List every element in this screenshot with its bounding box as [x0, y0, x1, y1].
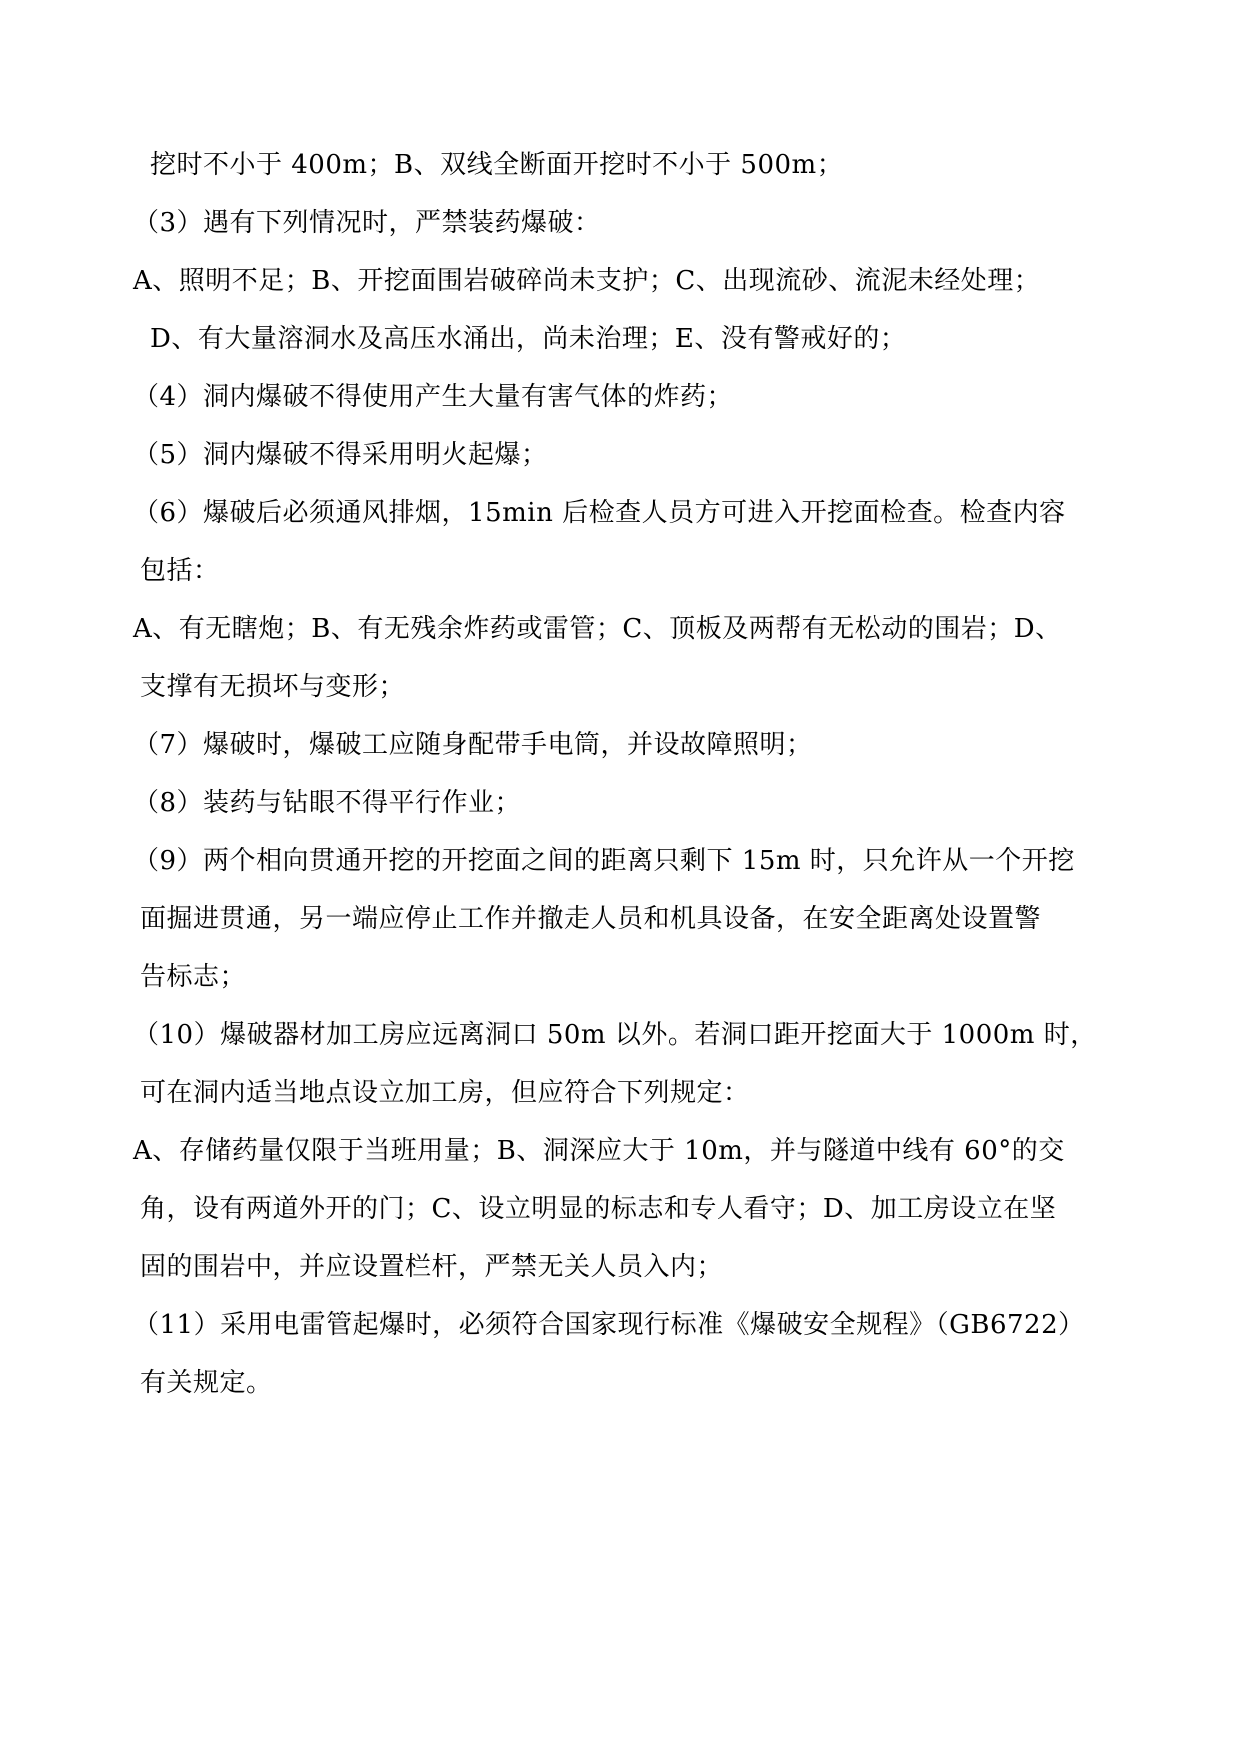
text-line: （5）洞内爆破不得采用明火起爆；	[133, 440, 548, 470]
text-line: A、存储药量仅限于当班用量；B、洞深应大于 10m，并与隧道中线有 60°的交	[133, 1136, 1065, 1166]
text-line: （4）洞内爆破不得使用产生大量有害气体的炸药；	[133, 382, 734, 412]
text-line: （3）遇有下列情况时，严禁装药爆破：	[133, 208, 601, 238]
text-line: （11）采用电雷管起爆时，必须符合国家现行标准《爆破安全规程》（GB6722）	[133, 1310, 1085, 1340]
text-line: （7）爆破时，爆破工应随身配带手电筒，并设故障照明；	[133, 730, 813, 760]
text-line: （10）爆破器材加工房应远离洞口 50m 以外。若洞口距开挖面大于 1000m 时，	[133, 1020, 1097, 1050]
text-line: 可在洞内适当地点设立加工房，但应符合下列规定：	[140, 1078, 750, 1108]
text-line: 面掘进贯通，另一端应停止工作并撤走人员和机具设备，在安全距离处设置警	[140, 904, 1042, 934]
text-line: 支撑有无损坏与变形；	[140, 672, 406, 702]
text-line: （9）两个相向贯通开挖的开挖面之间的距离只剩下 15m 时，只允许从一个开挖	[133, 846, 1075, 876]
text-line: 角，设有两道外开的门；C、设立明显的标志和专人看守；D、加工房设立在坚	[140, 1194, 1057, 1224]
text-line: 有关规定。	[140, 1368, 273, 1398]
text-line: 固的围岩中，并应设置栏杆，严禁无关人员入内；	[140, 1252, 724, 1282]
text-line: A、照明不足；B、开挖面围岩破碎尚未支护；C、出现流砂、流泥未经处理；	[133, 266, 1041, 296]
text-line: （6）爆破后必须通风排烟，15min 后检查人员方可进入开挖面检查。检查内容	[133, 498, 1066, 528]
text-line: （8）装药与钻眼不得平行作业；	[133, 788, 522, 818]
text-line: 挖时不小于 400m；B、双线全断面开挖时不小于 500m；	[150, 150, 844, 180]
text-line: 告标志；	[140, 962, 247, 992]
text-line: 包括：	[140, 556, 220, 586]
text-line: A、有无瞎炮；B、有无残余炸药或雷管；C、顶板及两帮有无松动的围岩；D、	[133, 614, 1062, 644]
text-line: D、有大量溶洞水及高压水涌出，尚未治理；E、没有警戒好的；	[150, 324, 907, 354]
